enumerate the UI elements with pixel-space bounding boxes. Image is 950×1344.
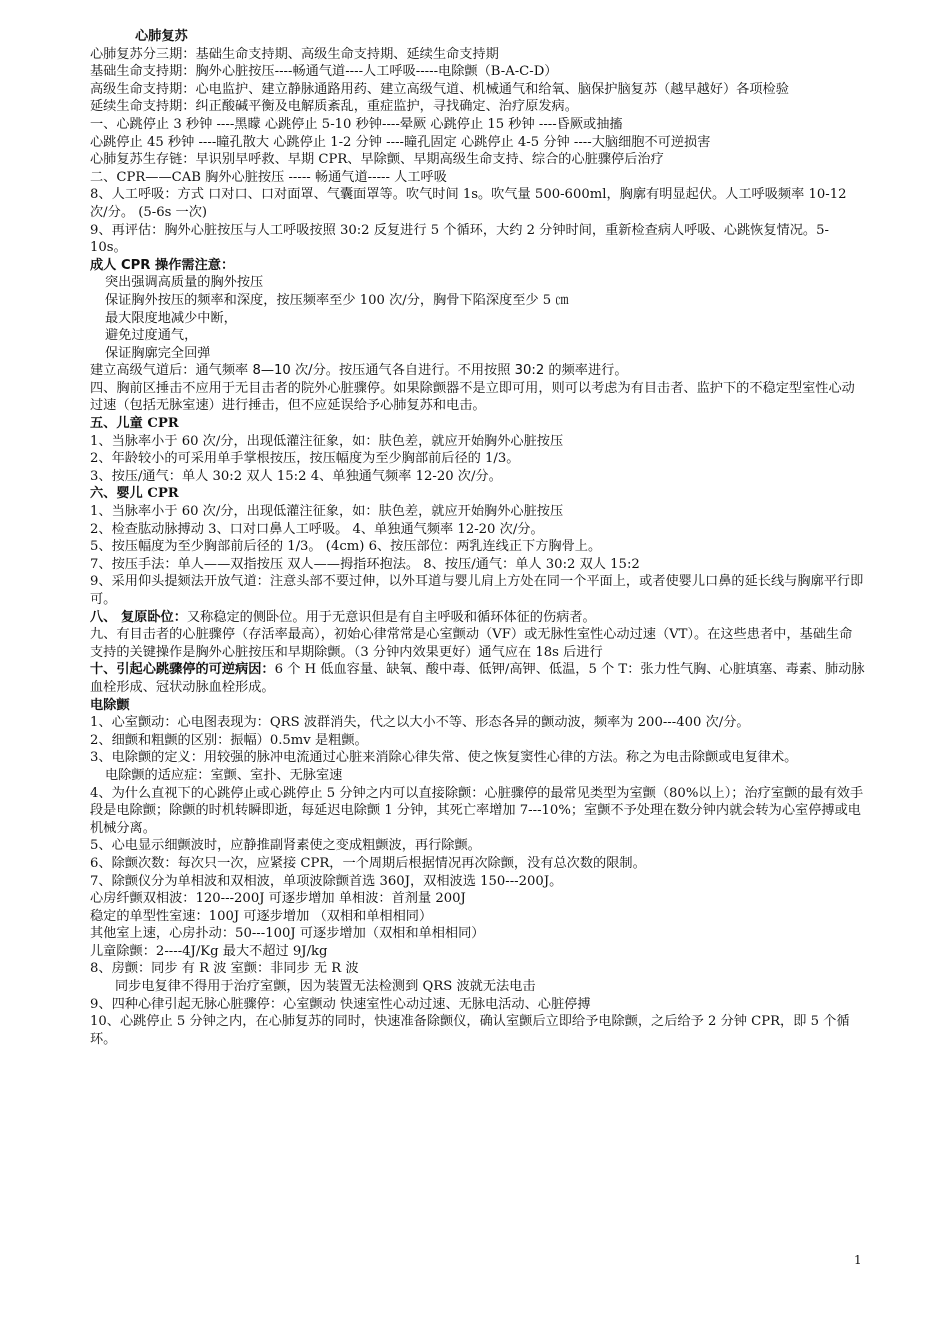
text-line: 建立高级气道后：通气频率 8—10 次/分。按压通气各自进行。不用按照 30:2 的频率进行。 [90, 363, 628, 379]
text-line: 稳定的单型性室速：100J 可逐步增加 （双相和单相相同） [90, 908, 433, 924]
text-line: 2、年龄较小的可采用单手掌根按压，按压幅度为至少胸部前后径的 1/3。 [90, 451, 520, 467]
section-heading: 六、婴儿 CPR [90, 486, 179, 502]
list-item: 突出强调高质量的胸外按压 [105, 275, 264, 291]
text-line: 8、房颤：同步 有 R 波 室颤：非同步 无 R 波 [90, 961, 359, 977]
list-item: 避免过度通气， [105, 328, 198, 344]
text-line: 一、心跳停止 3 秒钟 ----黑矇 心跳停止 5-10 秒钟----晕厥 心跳停止 15 秒钟 ----昏厥或抽搐 [90, 116, 623, 132]
text-line: 1、心室颤动：心电图表现为：QRS 波群消失，代之以大小不等、形态各异的颤动波，频率为 200---400 次/分。 [90, 715, 750, 731]
text-paragraph: 四、胸前区捶击不应用于无目击者的院外心脏骤停。如果除颤器不是立即可用，则可以考虑为有目击者、监护下的不稳定型室性心动过速（包括无脉室速）进行捶击，但不应延误给予心肺复苏和电击。 [90, 380, 855, 414]
list-item: 保证胸廓完全回弹 [105, 345, 211, 361]
section-heading: 电除颤 [90, 697, 130, 713]
inline-text: 6 个 H 低血容量、缺氧、酸中毒、低钾/高钾、低温，5 个 T：张力性气胸、心脏填塞、毒素、肺动脉血栓形成、冠状动脉血栓形成。 [90, 662, 865, 695]
inline-text: 又称稳定的侧卧位。用于无意识但是有自主呼吸和循环体征的伤病者。 [186, 609, 596, 625]
inline-heading: 八、 复原卧位： [90, 609, 187, 625]
text-paragraph: 九、有目击者的心脏骤停（存活率最高），初始心律常常是心室颤动（VF）或无脉性室性心动过速（VT）。在这些患者中，基础生命支持的关键操作是胸外心脏按压和早期除颤。（3 分钟内效果更好）通气应在 18s 后进行 [90, 627, 853, 660]
text-line: 心肺复苏生存链：早识别早呼救、早期 CPR、早除颤、早期高级生命支持、综合的心脏骤停后治疗 [90, 152, 664, 168]
text-line: 二、CPR——CAB 胸外心脏按压 ----- 畅通气道----- 人工呼吸 [90, 169, 447, 185]
section-heading: 五、儿童 CPR [90, 416, 179, 432]
text-paragraph: 9、采用仰头提颏法开放气道：注意头部不要过伸，以外耳道与婴儿肩上方处在同一个平面上，或者使婴儿口鼻的延长线与胸廓平行即可。 [90, 574, 864, 607]
text-paragraph: 9、再评估：胸外心脏按压与人工呼吸按照 30:2 反复进行 5 个循环，大约 2 分钟时间，重新检查病人呼吸、心跳恢复情况。5-10s。 [90, 222, 829, 256]
text-paragraph: 高级生命支持期：心电监护、建立静脉通路用药、建立高级气道、机械通气和给氧、脑保护脑复苏（越早越好）各项检验 [90, 81, 789, 97]
text-line: 儿童除颤：2----4J/Kg 最大不超过 9J/kg [90, 943, 328, 959]
text-line: 电除颤的适应症：室颤、室扑、无脉室速 [105, 767, 343, 783]
document-body [90, 28, 865, 1048]
document-title: 心肺复苏 [135, 29, 188, 44]
text-paragraph: 3、电除颤的定义：用较强的脉冲电流通过心脏来消除心律失常、使之恢复窦性心律的方法。称之为电击除颤或电复律术。 [90, 750, 798, 766]
inline-heading: 十、引起心跳骤停的可逆病因： [90, 662, 275, 678]
text-line: 1、当脉率小于 60 次/分，出现低灌注征象，如：肤色差，就应开始胸外心脏按压 [90, 504, 564, 520]
text-line: 2、细颤和粗颤的区别：振幅）0.5mv 是粗颤。 [90, 732, 368, 748]
text-line: 5、心电显示细颤波时，应静推副肾素使之变成粗颤波，再行除颤。 [90, 838, 481, 854]
text-line: 9、四种心律引起无脉心脏骤停：心室颤动 快速室性心动过速、无脉电活动、心脏停搏 [90, 996, 591, 1012]
text-paragraph [90, 661, 865, 696]
text-line: 5、按压幅度为至少胸部前后径的 1/3。 (4cm) 6、按压部位：两乳连线正下方胸骨上。 [90, 539, 602, 555]
text-paragraph: 心跳停止 45 秒钟 ----瞳孔散大 心跳停止 1-2 分钟 ----瞳孔固定 心跳停止 4-5 分钟 ----大脑细胞不可逆损害 [90, 134, 711, 150]
list-item: 保证胸外按压的频率和深度，按压频率至少 100 次/分，胸骨下陷深度至少 5 ㎝ [105, 292, 569, 308]
text-line: 其他室上速，心房扑动：50---100J 可逐步增加（双相和单相相同） [90, 926, 485, 942]
text-line: 同步电复律不得用于治疗室颤，因为装置无法检测到 QRS 波就无法电击 [115, 979, 536, 995]
text-line: 延续生命支持期：纠正酸碱平衡及电解质紊乱，重症监护，寻找确定、治疗原发病。 [90, 99, 578, 115]
list-item: 最大限度地减少中断， [105, 310, 237, 326]
text-paragraph [90, 609, 865, 627]
section-heading: 成人 CPR 操作需注意： [90, 257, 235, 273]
page-number: 1 [854, 1253, 862, 1267]
text-line: 6、除颤次数：每次只一次，应紧接 CPR，一个周期后根据情况再次除颤，没有总次数的限制。 [90, 855, 646, 871]
text-line: 心肺复苏分三期：基础生命支持期、高级生命支持期、延续生命支持期 [90, 46, 499, 62]
text-paragraph: 8、人工呼吸：方式 口对口、口对面罩、气囊面罩等。吹气时间 1s。吹气量 500-600ml，胸廓有明显起伏。人工呼吸频率 10-12 次/分。 (5-6s 一次) [90, 187, 847, 220]
text-line: 心房纤颤双相波：120---200J 可逐步增加 单相波：首剂量 200J [90, 891, 466, 907]
text-line: 7、按压手法：单人——双指按压 双人——拇指环抱法。 8、按压/通气：单人 30:2 双人 15:2 [90, 556, 640, 572]
text-paragraph: 10、心跳停止 5 分钟之内，在心肺复苏的同时，快速准备除颤仪，确认室颤后立即给予电除颤，之后给予 2 分钟 CPR，即 5 个循环。 [90, 1014, 850, 1047]
text-line: 3、按压/通气：单人 30:2 双人 15:2 4、单独通气频率 12-20 次/分。 [90, 468, 502, 484]
text-line: 1、当脉率小于 60 次/分，出现低灌注征象，如：肤色差，就应开始胸外心脏按压 [90, 433, 564, 449]
text-line: 基础生命支持期：胸外心脏按压----畅通气道----人工呼吸-----电除颤（B-A-C-D） [90, 64, 558, 80]
text-line: 2、检查肱动脉搏动 3、口对口鼻人工呼吸。 4、单独通气频率 12-20 次/分。 [90, 521, 544, 537]
text-paragraph: 4、为什么直视下的心跳停止或心跳停止 5 分钟之内可以直接除颤：心脏骤停的最常见类型为室颤（80%以上）；治疗室颤的最有效手段是电除颤；除颤的时机转瞬即逝，每延迟电除颤 1 分钟，其死亡率增加 7---10%；室颤不予处理在数分钟内就会转为心室停搏或电机械分离。 [90, 785, 864, 836]
text-line: 7、除颤仪分为单相波和双相波，单项波除颤首选 360J，双相波选 150---200J。 [90, 873, 563, 889]
